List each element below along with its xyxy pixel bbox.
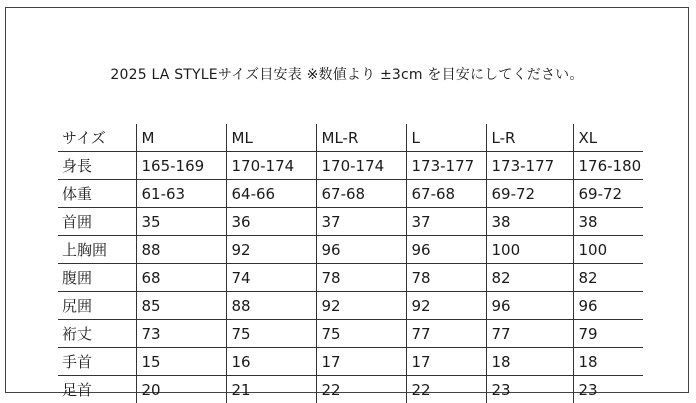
table-cell: 165-169 (136, 152, 226, 180)
header-cell: M (136, 124, 226, 152)
row-label: 手首 (58, 348, 136, 376)
table-cell: 96 (406, 236, 486, 264)
table-header-row (58, 124, 643, 152)
table-row (58, 236, 643, 264)
size-chart-frame (5, 7, 689, 393)
table-cell: 23 (486, 376, 573, 403)
table-cell: 35 (136, 208, 226, 236)
table-cell: 100 (573, 236, 643, 264)
header-cell: ML-R (316, 124, 406, 152)
table-cell: 67-68 (316, 180, 406, 208)
table-cell: 20 (136, 376, 226, 403)
header-cell: L (406, 124, 486, 152)
table-cell: 22 (316, 376, 406, 403)
header-cell: XL (573, 124, 643, 152)
table-cell: 64-66 (226, 180, 316, 208)
header-cell: L-R (486, 124, 573, 152)
row-label: 身長 (58, 152, 136, 180)
table-cell: 23 (573, 376, 643, 403)
table-row (58, 152, 643, 180)
row-label: 首囲 (58, 208, 136, 236)
table-cell: 78 (316, 264, 406, 292)
table-cell: 67-68 (406, 180, 486, 208)
table-row (58, 320, 643, 348)
table-cell: 88 (136, 236, 226, 264)
table-cell: 68 (136, 264, 226, 292)
table-row (58, 264, 643, 292)
table-row (58, 292, 643, 320)
table-cell: 15 (136, 348, 226, 376)
table-cell: 96 (316, 236, 406, 264)
row-label: 上胸囲 (58, 236, 136, 264)
table-cell: 18 (486, 348, 573, 376)
table-cell: 77 (486, 320, 573, 348)
table-cell: 75 (226, 320, 316, 348)
table-row (58, 208, 643, 236)
table-cell: 37 (316, 208, 406, 236)
table-cell: 92 (406, 292, 486, 320)
table-row (58, 348, 643, 376)
table-cell: 92 (226, 236, 316, 264)
header-cell: ML (226, 124, 316, 152)
table-cell: 17 (406, 348, 486, 376)
table-cell: 36 (226, 208, 316, 236)
table-row (58, 180, 643, 208)
table-cell: 173-177 (406, 152, 486, 180)
table-cell: 78 (406, 264, 486, 292)
table-cell: 85 (136, 292, 226, 320)
table-cell: 38 (573, 208, 643, 236)
row-label: 体重 (58, 180, 136, 208)
table-cell: 22 (406, 376, 486, 403)
table-cell: 17 (316, 348, 406, 376)
row-label: 足首 (58, 376, 136, 403)
row-label: 腹囲 (58, 264, 136, 292)
table-cell: 18 (573, 348, 643, 376)
table-cell: 74 (226, 264, 316, 292)
table-cell: 96 (573, 292, 643, 320)
table-cell: 37 (406, 208, 486, 236)
chart-title: 2025 LA STYLEサイズ目安表 ※数値より ±3cm を目安にしてください。 (6, 64, 688, 84)
table-cell: 173-177 (486, 152, 573, 180)
table-cell: 79 (573, 320, 643, 348)
table-cell: 82 (486, 264, 573, 292)
table-cell: 69-72 (486, 180, 573, 208)
table-cell: 170-174 (316, 152, 406, 180)
table-cell: 69-72 (573, 180, 643, 208)
table-cell: 61-63 (136, 180, 226, 208)
table-cell: 92 (316, 292, 406, 320)
row-label: 裄丈 (58, 320, 136, 348)
table-cell: 38 (486, 208, 573, 236)
table-cell: 88 (226, 292, 316, 320)
table-cell: 96 (486, 292, 573, 320)
table-cell: 82 (573, 264, 643, 292)
table-cell: 100 (486, 236, 573, 264)
row-label: 尻囲 (58, 292, 136, 320)
table-cell: 77 (406, 320, 486, 348)
size-table (58, 124, 643, 403)
table-cell: 16 (226, 348, 316, 376)
table-cell: 73 (136, 320, 226, 348)
table-cell: 176-180 (573, 152, 643, 180)
table-cell: 21 (226, 376, 316, 403)
table-cell: 75 (316, 320, 406, 348)
header-cell: サイズ (58, 124, 136, 152)
table-row (58, 376, 643, 403)
table-cell: 170-174 (226, 152, 316, 180)
